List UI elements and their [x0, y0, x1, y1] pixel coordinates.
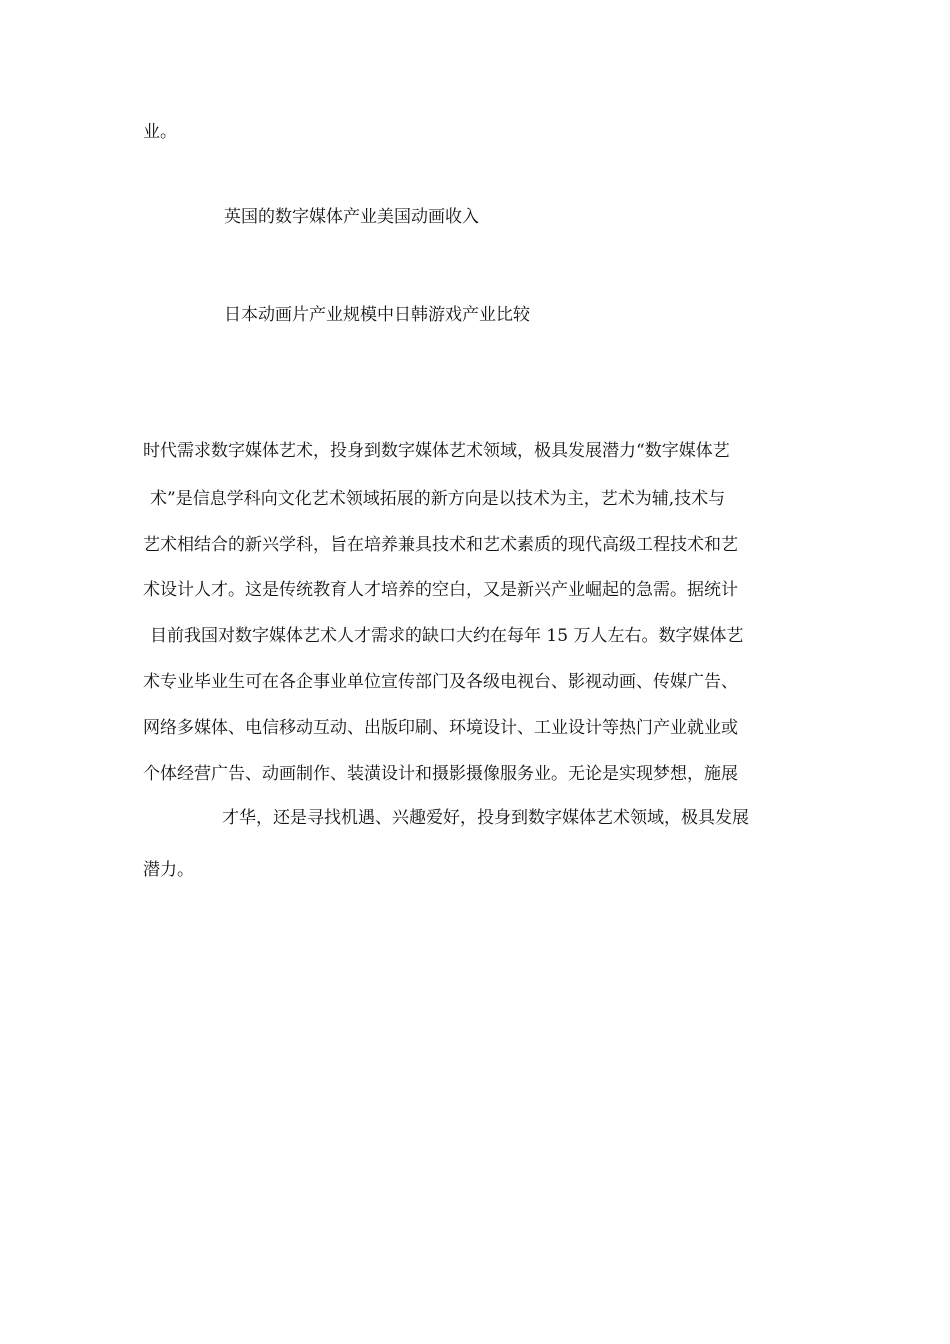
- continued-text-fragment: 业。: [143, 122, 177, 142]
- figure-caption-japan-cjk: 日本动画片产业规模中日韩游戏产业比较: [224, 305, 530, 325]
- paragraph-line: 目前我国对数字媒体艺术人才需求的缺口大约在每年 15 万人左右。数字媒体艺: [150, 626, 744, 646]
- paragraph-line: 术专业毕业生可在各企事业单位宣传部门及各级电视台、影视动画、传媒广告、: [143, 672, 738, 692]
- figure-caption-uk-us: 英国的数字媒体产业美国动画收入: [224, 207, 479, 227]
- paragraph-line: 艺术相结合的新兴学科，旨在培养兼具技术和艺术素质的现代高级工程技术和艺: [143, 535, 738, 555]
- paragraph-line: 术”是信息学科向文化艺术领域拓展的新方向是以技术为主，艺术为辅,技术与: [150, 489, 726, 509]
- paragraph-line: 个体经营广告、动画制作、装潢设计和摄影摄像服务业。无论是实现梦想，施展: [143, 764, 738, 784]
- paragraph-line: 潜力。: [143, 860, 194, 880]
- paragraph-line: 网络多媒体、电信移动互动、出版印刷、环境设计、工业设计等热门产业就业或: [143, 718, 738, 738]
- paragraph-line: 术设计人才。这是传统教育人才培养的空白，又是新兴产业崛起的急需。据统计: [143, 580, 738, 600]
- paragraph-line: 才华，还是寻找机遇、兴趣爱好，投身到数字媒体艺术领域，极具发展: [222, 808, 749, 828]
- paragraph-line: 时代需求数字媒体艺术，投身到数字媒体艺术领域，极具发展潜力“数字媒体艺: [143, 441, 730, 461]
